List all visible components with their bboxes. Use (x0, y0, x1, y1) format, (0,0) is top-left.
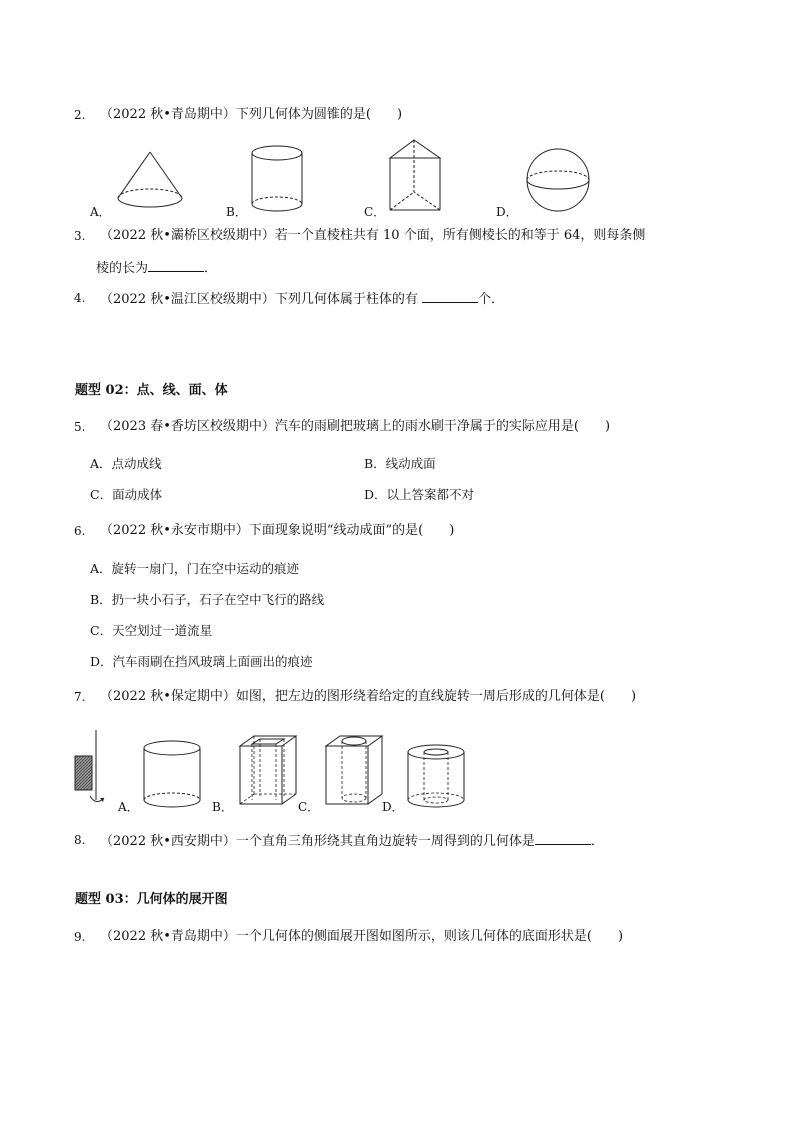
q5-text: （2023 春•香坊区校级期中）汽车的雨刷把玻璃上的雨水刷干净属于的实际应用是( ) (100, 419, 611, 434)
q3-text-line2 (96, 259, 217, 277)
q3-answer-blank[interactable] (148, 259, 204, 272)
q4-text-line (100, 290, 504, 308)
q7-cylinder-figure (140, 738, 206, 810)
q2-label-b: B． (226, 205, 247, 219)
q9-number: 9. (74, 930, 86, 944)
q7-label-b: B． (212, 800, 233, 814)
q3-number: 3. (74, 229, 86, 243)
q8-text-line (100, 832, 604, 850)
q2-label-a: A． (90, 205, 111, 219)
q6-option-c[interactable]: C．天空划过一道流星 (90, 623, 213, 638)
hollow-box-figure (234, 732, 300, 810)
q3-text: （2022 秋•灞桥区校级期中）若一个直棱柱共有 10 个面，所有侧棱长的和等于 64，则每条侧 (100, 228, 646, 243)
section-03-heading: 题型 03：几何体的展开图 (75, 892, 228, 907)
triangular-prism-figure (386, 136, 446, 214)
q2-number: 2. (74, 108, 86, 122)
q6-text: （2022 秋•永安市期中）下面现象说明“线动成面”的是( ) (100, 523, 455, 538)
q2-label-c: C． (364, 205, 386, 219)
q4-text: （2022 秋•温江区校级期中）下列几何体属于柱体的有 (100, 292, 423, 307)
q8-text: （2022 秋•西安期中）一个直角三角形绕其直角边旋转一周得到的几何体是 (100, 834, 535, 849)
q7-label-d: D． (382, 800, 404, 814)
q3-text-2b: ． (204, 261, 218, 276)
q3-text-2a: 棱的长为 (96, 261, 149, 276)
cone-figure (114, 150, 184, 212)
q7-number: 7. (74, 690, 86, 704)
q6-option-d[interactable]: D．汽车雨刷在挡风玻璃上面画出的痕迹 (90, 654, 313, 669)
q8-tail: ． (590, 834, 604, 849)
q6-number: 6. (74, 524, 86, 538)
section-02-heading: 题型 02：点、线、面、体 (75, 383, 228, 398)
q9-text: （2022 秋•青岛期中）一个几何体的侧面展开图如图所示，则该几何体的底面形状是( ) (100, 929, 624, 944)
q8-number: 8. (74, 833, 86, 847)
q7-text: （2022 秋•保定期中）如图，把左边的图形绕着给定的直线旋转一周后形成的几何体是( ) (100, 689, 637, 704)
q8-answer-blank[interactable] (535, 832, 591, 845)
q7-label-c: C． (298, 800, 320, 814)
q7-label-a: A． (118, 800, 139, 814)
cylinder-figure (250, 144, 308, 214)
q6-option-a[interactable]: A．旋转一扇门，门在空中运动的痕迹 (90, 561, 300, 576)
q5-option-a[interactable]: A．点动成线 (90, 456, 162, 471)
box-with-cylinder-hole-figure (320, 732, 386, 810)
q5-option-c[interactable]: C．面动成体 (90, 487, 163, 502)
q5-number: 5. (74, 420, 86, 434)
hollow-cylinder-figure (404, 742, 470, 810)
q2-label-d: D． (496, 205, 518, 219)
q4-number: 4. (74, 291, 86, 305)
rotation-source-figure (70, 728, 120, 810)
q6-option-b[interactable]: B．扔一块小石子，石子在空中飞行的路线 (90, 592, 325, 607)
q4-tail: 个． (478, 292, 505, 307)
q5-option-b[interactable]: B．线动成面 (364, 456, 436, 471)
q2-text: （2022 秋•青岛期中）下列几何体为圆锥的是( ) (100, 107, 403, 122)
sphere-figure (524, 146, 594, 214)
q4-answer-blank[interactable] (422, 290, 478, 303)
q5-option-d[interactable]: D．以上答案都不对 (364, 487, 475, 502)
